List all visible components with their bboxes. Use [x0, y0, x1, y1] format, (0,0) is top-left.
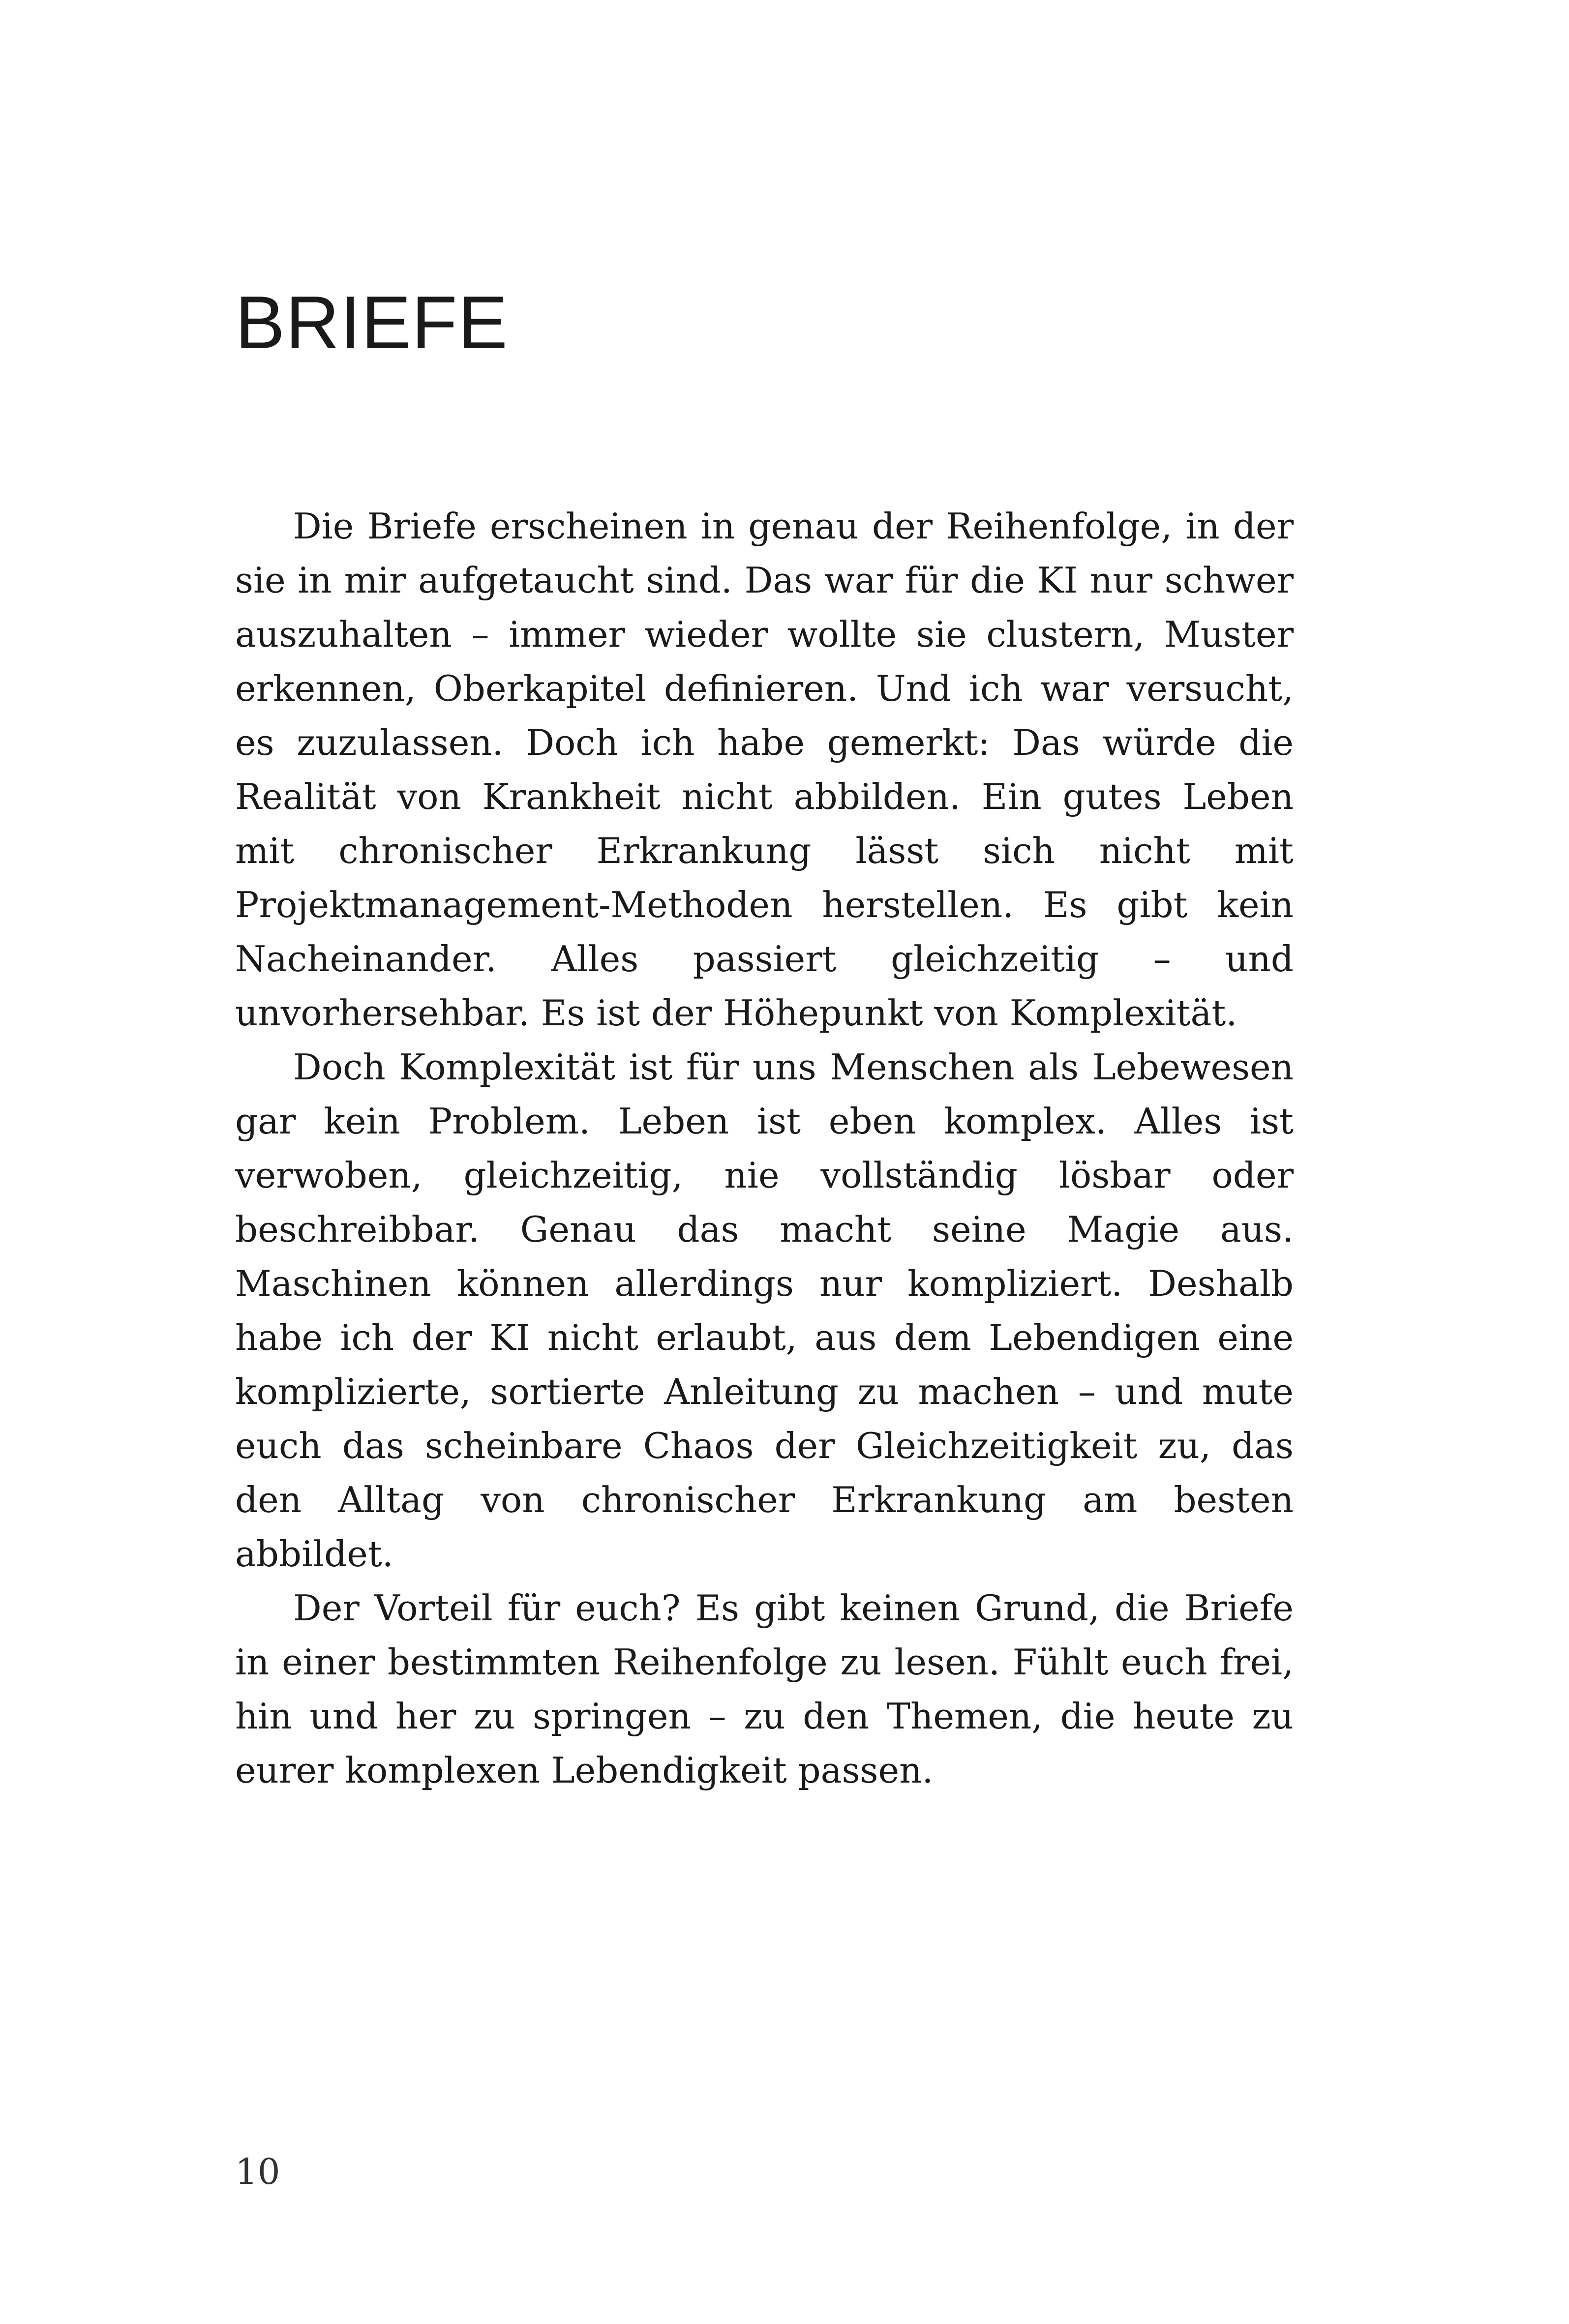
body-text: [235, 499, 1294, 1797]
paragraph-3: Der Vorteil für euch? Es gibt keinen Grund, die Briefe in einer bestimmten Reihenfolge zu lesen. Fühlt euch frei, hin und her zu springen – zu den Themen, die heute zu eurer komplexen Lebendigkeit passen.: [235, 1587, 1294, 1791]
page-number: 10: [235, 2151, 280, 2192]
paragraph-1: Die Briefe erscheinen in genau der Reihenfolge, in der sie in mir aufgetaucht sind. Das war für die KI nur schwer auszuhalten – immer wieder wollte sie clustern, Muster erkennen, Oberkapitel definieren. Und ich war versucht, es zuzulassen. Doch ich habe gemerkt: Das würde die Realität von Krankheit nicht abbilden. Ein gutes Leben mit chronischer Erkrankung lässt sich nicht mit Projektmanagement-Methoden herstellen. Es gibt kein Nacheinander. Alles passiert gleichzeitig – und unvorhersehbar. Es ist der Höhepunkt von Komplexität.: [235, 506, 1294, 1034]
chapter-title: BRIEFE: [235, 281, 508, 364]
paragraph-2: Doch Komplexität ist für uns Menschen als Lebewesen gar kein Problem. Leben ist eben komplex. Alles ist verwoben, gleichzeitig, nie vollständig lösbar oder beschreibbar. Genau das macht seine Magie aus. Maschinen können allerdings nur kompliziert. Deshalb habe ich der KI nicht erlaubt, aus dem Lebendigen eine komplizierte, sortierte Anleitung zu machen – und mute euch das scheinbare Chaos der Gleichzeitigkeit zu, das den Alltag von chronischer Erkrankung am besten abbildet.: [235, 1046, 1294, 1575]
